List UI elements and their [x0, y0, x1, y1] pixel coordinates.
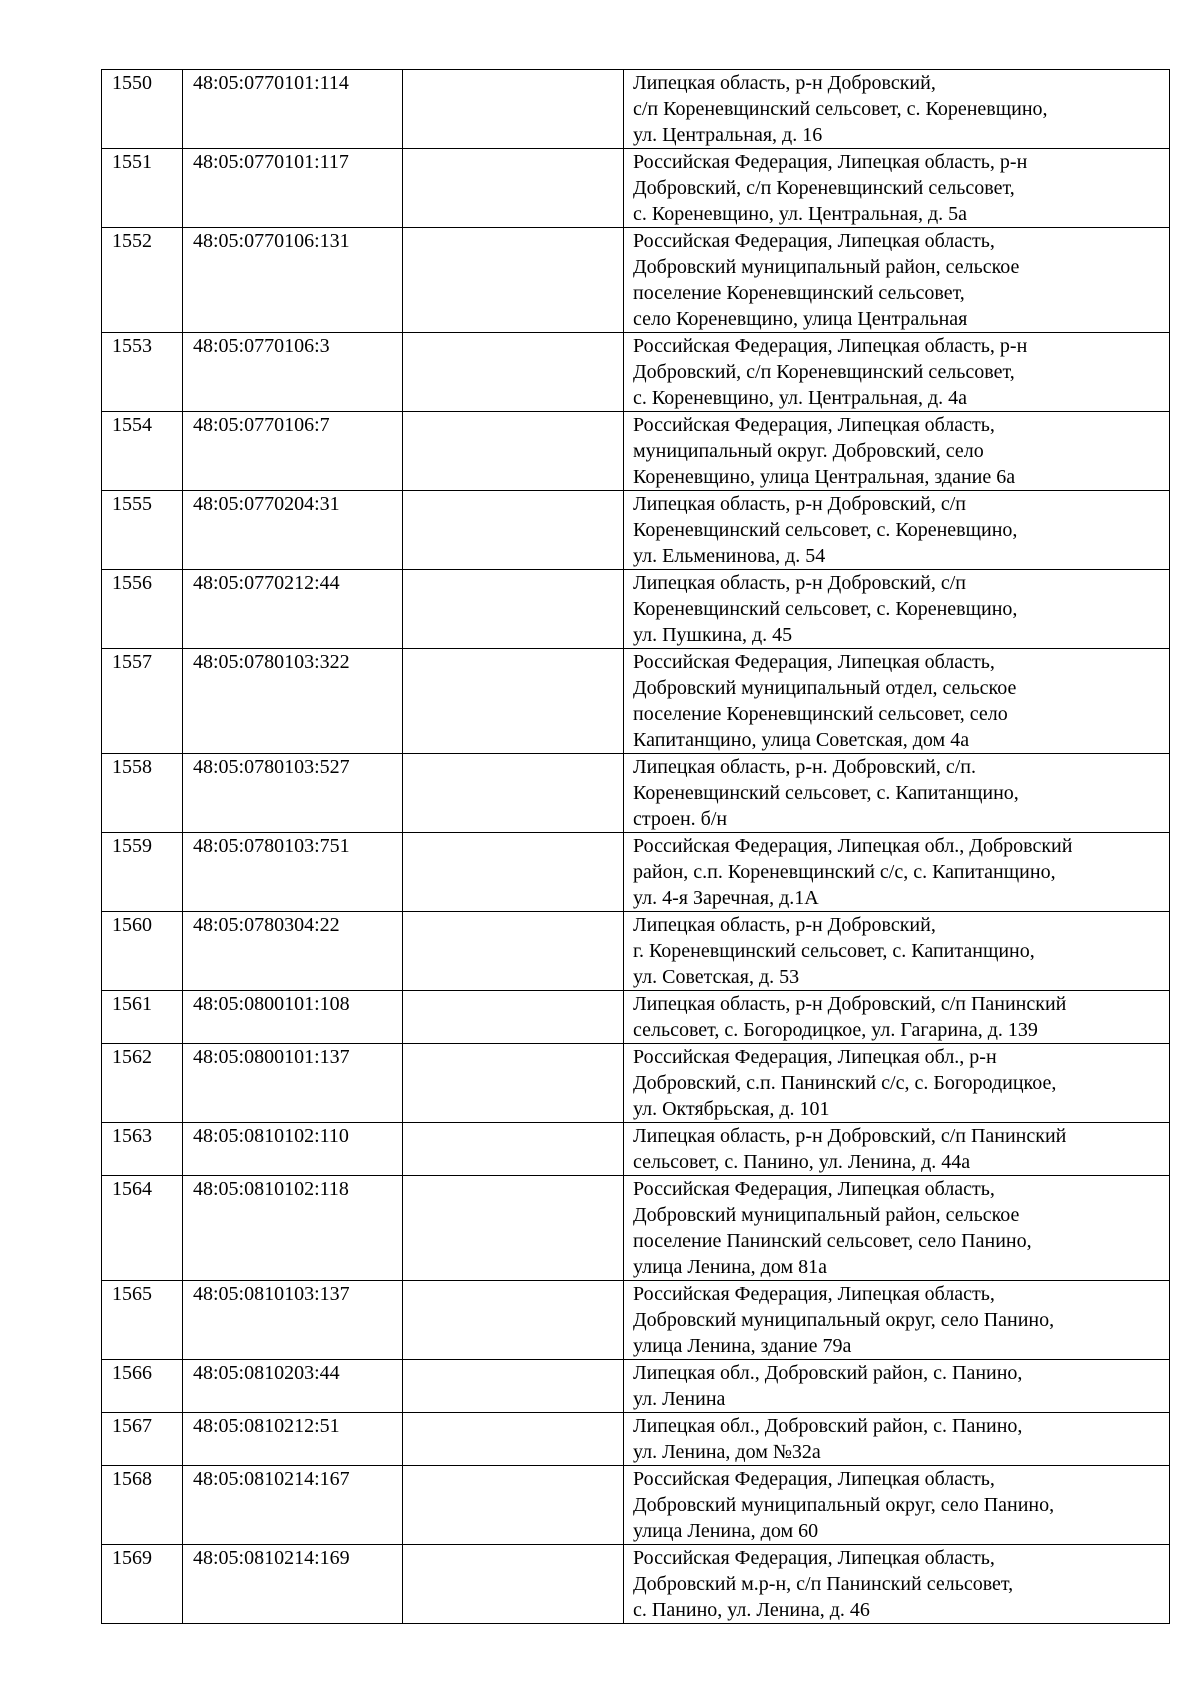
cadastral-number-cell: 48:05:0810212:51: [183, 1413, 403, 1466]
address-line: село Кореневщино, улица Центральная: [633, 308, 968, 330]
row-number-cell: 1569: [102, 1545, 183, 1624]
address-line: Добровский муниципальный отдел, сельское: [633, 677, 1017, 699]
empty-cell: [403, 833, 624, 912]
empty-cell: [403, 491, 624, 570]
address-cell: [624, 1044, 1170, 1123]
empty-cell: [403, 912, 624, 991]
table-row: [102, 1176, 1170, 1281]
address-line: Капитанщино, улица Советская, дом 4а: [633, 729, 970, 751]
address-cell: [624, 754, 1170, 833]
empty-cell: [403, 1281, 624, 1360]
cadastral-number-cell: 48:05:0770106:7: [183, 412, 403, 491]
address-cell: [624, 149, 1170, 228]
row-number-cell: 1560: [102, 912, 183, 991]
row-number-cell: 1566: [102, 1360, 183, 1413]
address-line: Кореневщинский сельсовет, с. Кореневщино,: [633, 598, 1018, 620]
cadastral-number-cell: 48:05:0780304:22: [183, 912, 403, 991]
address-line: Липецкая область, р-н Добровский,: [633, 72, 936, 94]
address-line: с. Панино, ул. Ленина, д. 46: [633, 1599, 870, 1621]
row-number-cell: 1554: [102, 412, 183, 491]
address-line: Липецкая область, р-н Добровский, с/п Панинский: [633, 1125, 1067, 1147]
address-line: Российская Федерация, Липецкая область,: [633, 1283, 995, 1305]
table-row: [102, 412, 1170, 491]
empty-cell: [403, 570, 624, 649]
empty-cell: [403, 1545, 624, 1624]
empty-cell: [403, 1413, 624, 1466]
table-row: [102, 649, 1170, 754]
row-number-cell: 1561: [102, 991, 183, 1044]
address-cell: [624, 333, 1170, 412]
cadastral-number-cell: 48:05:0770101:114: [183, 70, 403, 149]
cadastral-number-cell: 48:05:0770101:117: [183, 149, 403, 228]
address-line: Липецкая область, р-н. Добровский, с/п.: [633, 756, 976, 778]
address-line: район, с.п. Кореневщинский с/с, с. Капитанщино,: [633, 861, 1056, 883]
address-cell: [624, 1281, 1170, 1360]
address-line: Липецкая обл., Добровский район, с. Панино,: [633, 1415, 1023, 1437]
address-line: сельсовет, с. Богородицкое, ул. Гагарина, д. 139: [633, 1019, 1038, 1041]
cadastral-number-cell: 48:05:0810102:118: [183, 1176, 403, 1281]
row-number-cell: 1557: [102, 649, 183, 754]
table-row: [102, 491, 1170, 570]
address-line: ул. Пушкина, д. 45: [633, 624, 793, 646]
address-line: ул. 4-я Заречная, д.1А: [633, 887, 819, 909]
address-line: поселение Кореневщинский сельсовет,: [633, 282, 965, 304]
cadastral-number-cell: 48:05:0800101:108: [183, 991, 403, 1044]
table-row: [102, 1545, 1170, 1624]
address-line: ул. Ленина, дом №32а: [633, 1441, 821, 1463]
address-line: ул. Советская, д. 53: [633, 966, 800, 988]
address-line: сельсовет, с. Панино, ул. Ленина, д. 44а: [633, 1151, 971, 1173]
row-number-cell: 1559: [102, 833, 183, 912]
row-number-cell: 1553: [102, 333, 183, 412]
address-line: г. Кореневщинский сельсовет, с. Капитанщино,: [633, 940, 1035, 962]
address-cell: [624, 1123, 1170, 1176]
table-row: [102, 1044, 1170, 1123]
address-line: Российская Федерация, Липецкая область, р-н: [633, 335, 1028, 357]
address-line: Российская Федерация, Липецкая область,: [633, 414, 995, 436]
address-line: Добровский муниципальный округ, село Панино,: [633, 1309, 1055, 1331]
address-line: Липецкая область, р-н Добровский,: [633, 914, 936, 936]
address-line: Российская Федерация, Липецкая область, р-н: [633, 151, 1028, 173]
address-line: Российская Федерация, Липецкая область,: [633, 651, 995, 673]
table-row: [102, 912, 1170, 991]
address-cell: [624, 1360, 1170, 1413]
address-line: улица Ленина, здание 79а: [633, 1335, 852, 1357]
cadastral-number-cell: 48:05:0810103:137: [183, 1281, 403, 1360]
row-number-cell: 1558: [102, 754, 183, 833]
address-line: Добровский муниципальный район, сельское: [633, 1204, 1020, 1226]
address-cell: [624, 570, 1170, 649]
address-line: с. Кореневщино, ул. Центральная, д. 4а: [633, 387, 968, 409]
table-row: [102, 333, 1170, 412]
table-row: [102, 991, 1170, 1044]
table-row: [102, 570, 1170, 649]
row-number-cell: 1550: [102, 70, 183, 149]
address-line: Российская Федерация, Липецкая область,: [633, 1468, 995, 1490]
row-number-cell: 1563: [102, 1123, 183, 1176]
address-line: ул. Октябрьская, д. 101: [633, 1098, 830, 1120]
address-cell: [624, 491, 1170, 570]
address-line: Российская Федерация, Липецкая область,: [633, 1547, 995, 1569]
cadastral-number-cell: 48:05:0770212:44: [183, 570, 403, 649]
row-number-cell: 1565: [102, 1281, 183, 1360]
table-body: [102, 70, 1170, 1624]
empty-cell: [403, 754, 624, 833]
empty-cell: [403, 1360, 624, 1413]
empty-cell: [403, 149, 624, 228]
address-line: Кореневщинский сельсовет, с. Кореневщино,: [633, 519, 1018, 541]
cadastral-number-cell: 48:05:0780103:322: [183, 649, 403, 754]
empty-cell: [403, 1176, 624, 1281]
table-row: [102, 149, 1170, 228]
address-line: Кореневщинский сельсовет, с. Капитанщино,: [633, 782, 1019, 804]
address-cell: [624, 991, 1170, 1044]
address-line: с. Кореневщино, ул. Центральная, д. 5а: [633, 203, 968, 225]
cadastral-number-cell: 48:05:0810214:169: [183, 1545, 403, 1624]
address-line: Российская Федерация, Липецкая обл., р-н: [633, 1046, 997, 1068]
address-line: ул. Ельменинова, д. 54: [633, 545, 826, 567]
table-row: [102, 833, 1170, 912]
table-row: [102, 1413, 1170, 1466]
empty-cell: [403, 70, 624, 149]
address-line: Кореневщино, улица Центральная, здание 6а: [633, 466, 1016, 488]
address-line: Российская Федерация, Липецкая область,: [633, 1178, 995, 1200]
cadastral-number-cell: 48:05:0770106:131: [183, 228, 403, 333]
cadastral-number-cell: 48:05:0780103:751: [183, 833, 403, 912]
address-line: ул. Центральная, д. 16: [633, 124, 823, 146]
row-number-cell: 1564: [102, 1176, 183, 1281]
address-line: Добровский муниципальный округ, село Панино,: [633, 1494, 1055, 1516]
cadastral-number-cell: 48:05:0800101:137: [183, 1044, 403, 1123]
address-line: муниципальный округ. Добровский, село: [633, 440, 984, 462]
address-cell: [624, 412, 1170, 491]
table-row: [102, 1281, 1170, 1360]
property-table: [101, 69, 1170, 1624]
address-line: Российская Федерация, Липецкая обл., Добровский: [633, 835, 1073, 857]
empty-cell: [403, 1123, 624, 1176]
address-line: поселение Кореневщинский сельсовет, село: [633, 703, 1008, 725]
cadastral-number-cell: 48:05:0770204:31: [183, 491, 403, 570]
address-cell: [624, 649, 1170, 754]
address-cell: [624, 70, 1170, 149]
empty-cell: [403, 228, 624, 333]
table-row: [102, 754, 1170, 833]
address-line: Добровский м.р-н, с/п Панинский сельсовет,: [633, 1573, 1014, 1595]
address-line: Липецкая область, р-н Добровский, с/п: [633, 572, 966, 594]
address-line: Липецкая обл., Добровский район, с. Панино,: [633, 1362, 1023, 1384]
address-cell: [624, 1466, 1170, 1545]
address-line: Добровский муниципальный район, сельское: [633, 256, 1020, 278]
row-number-cell: 1562: [102, 1044, 183, 1123]
address-cell: [624, 228, 1170, 333]
address-line: Добровский, с.п. Панинский с/с, с. Богородицкое,: [633, 1072, 1057, 1094]
address-line: Российская Федерация, Липецкая область,: [633, 230, 995, 252]
cadastral-number-cell: 48:05:0810203:44: [183, 1360, 403, 1413]
table-row: [102, 1360, 1170, 1413]
table-row: [102, 1123, 1170, 1176]
address-line: улица Ленина, дом 81а: [633, 1256, 828, 1278]
table-row: [102, 1466, 1170, 1545]
empty-cell: [403, 991, 624, 1044]
empty-cell: [403, 412, 624, 491]
address-line: Липецкая область, р-н Добровский, с/п: [633, 493, 966, 515]
address-line: с/п Кореневщинский сельсовет, с. Кореневщино,: [633, 98, 1048, 120]
cadastral-number-cell: 48:05:0810214:167: [183, 1466, 403, 1545]
address-line: ул. Ленина: [633, 1388, 726, 1410]
address-line: Добровский, с/п Кореневщинский сельсовет,: [633, 177, 1015, 199]
row-number-cell: 1555: [102, 491, 183, 570]
address-line: Добровский, с/п Кореневщинский сельсовет,: [633, 361, 1015, 383]
address-cell: [624, 912, 1170, 991]
table-row: [102, 228, 1170, 333]
address-line: строен. б/н: [633, 808, 728, 830]
address-line: улица Ленина, дом 60: [633, 1520, 819, 1542]
address-cell: [624, 833, 1170, 912]
address-line: поселение Панинский сельсовет, село Панино,: [633, 1230, 1032, 1252]
row-number-cell: 1551: [102, 149, 183, 228]
empty-cell: [403, 1466, 624, 1545]
empty-cell: [403, 333, 624, 412]
address-cell: [624, 1545, 1170, 1624]
cadastral-number-cell: 48:05:0810102:110: [183, 1123, 403, 1176]
empty-cell: [403, 1044, 624, 1123]
cadastral-number-cell: 48:05:0780103:527: [183, 754, 403, 833]
table-row: [102, 70, 1170, 149]
address-line: Липецкая область, р-н Добровский, с/п Панинский: [633, 993, 1067, 1015]
empty-cell: [403, 649, 624, 754]
row-number-cell: 1568: [102, 1466, 183, 1545]
row-number-cell: 1552: [102, 228, 183, 333]
cadastral-number-cell: 48:05:0770106:3: [183, 333, 403, 412]
row-number-cell: 1556: [102, 570, 183, 649]
row-number-cell: 1567: [102, 1413, 183, 1466]
address-cell: [624, 1413, 1170, 1466]
address-cell: [624, 1176, 1170, 1281]
